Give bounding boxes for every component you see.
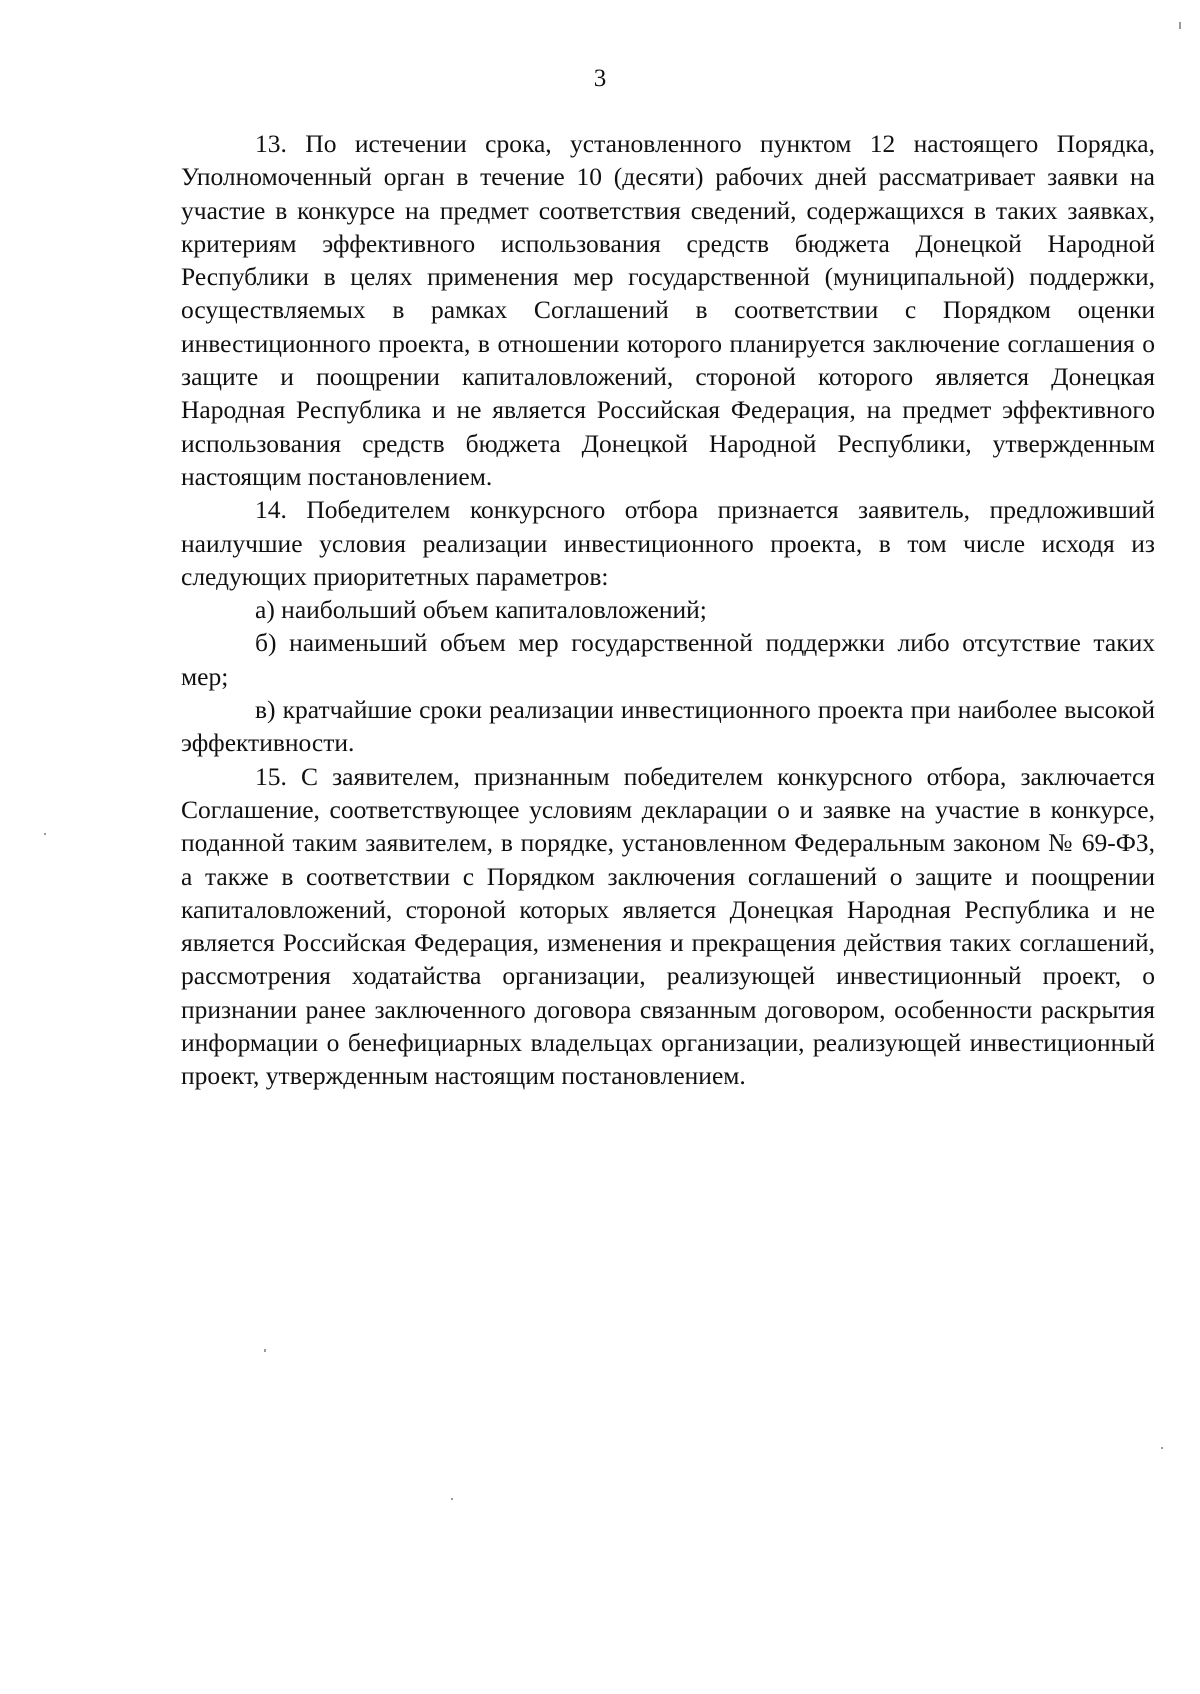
paragraph-15: 15. С заявителем, признанным победителем конкурсного отбора, заключается Соглашение, соответствующее условиям декларации о и заявке на участие в конкурсе, поданной таким заявителем, в порядке, установленном Федеральным законом № 69-ФЗ, а также в соответствии с Порядком заключения соглашений о защите и поощрении капиталовложений, стороной которых является Донецкая Народная Республика и не является Российская Федерация, изменения и прекращения действия таких соглашений, рассмотрения ходатайства организации, реализующей инвестиционный проект, о признании ранее заключенного договора связанным договором, особенности раскрытия информации о бенефициарных владельцах организации, реализующей инвестиционный проект, утвержденным настоящим постановлением. <box>181 761 1155 1091</box>
scan-speck <box>1179 22 1181 29</box>
scan-speck <box>44 833 46 835</box>
document-body <box>181 127 1155 1093</box>
paragraph-14: 14. Победителем конкурсного отбора признается заявитель, предложивший наилучшие условия реализации инвестиционного проекта, в том числе исходя из следующих приоритетных параметров: <box>181 495 1155 591</box>
scan-speck <box>451 1498 453 1500</box>
page-number: 3 <box>593 65 607 92</box>
paragraph-13: 13. По истечении срока, установленного пунктом 12 настоящего Порядка, Уполномоченный орган в течение 10 (десяти) рабочих дней рассматривает заявки на участие в конкурсе на предмет соответствия сведений, содержащихся в таких заявках, критериям эффективного использования средств бюджета Донецкой Народной Республики в целях применения мер государственной (муниципальной) поддержки, осуществляемых в рамках Соглашений в соответствии с Порядком оценки инвестиционного проекта, в отношении которого планируется заключение соглашения о защите и поощрении капиталовложений, стороной которого является Донецкая Народная Республика и не является Российская Федерация, на предмет эффективного использования средств бюджета Донецкой Народной Республики, утвержденным настоящим постановлением. <box>181 129 1155 491</box>
scan-speck <box>1161 1447 1163 1449</box>
list-item-b: б) наименьший объем мер государственной поддержки либо отсутствие таких мер; <box>181 628 1155 691</box>
scan-speck <box>264 1349 266 1352</box>
list-item-a: а) наибольший объем капиталовложений; <box>255 595 707 625</box>
list-item-c: в) кратчайшие сроки реализации инвестиционного проекта при наиболее высокой эффективности. <box>181 695 1155 758</box>
